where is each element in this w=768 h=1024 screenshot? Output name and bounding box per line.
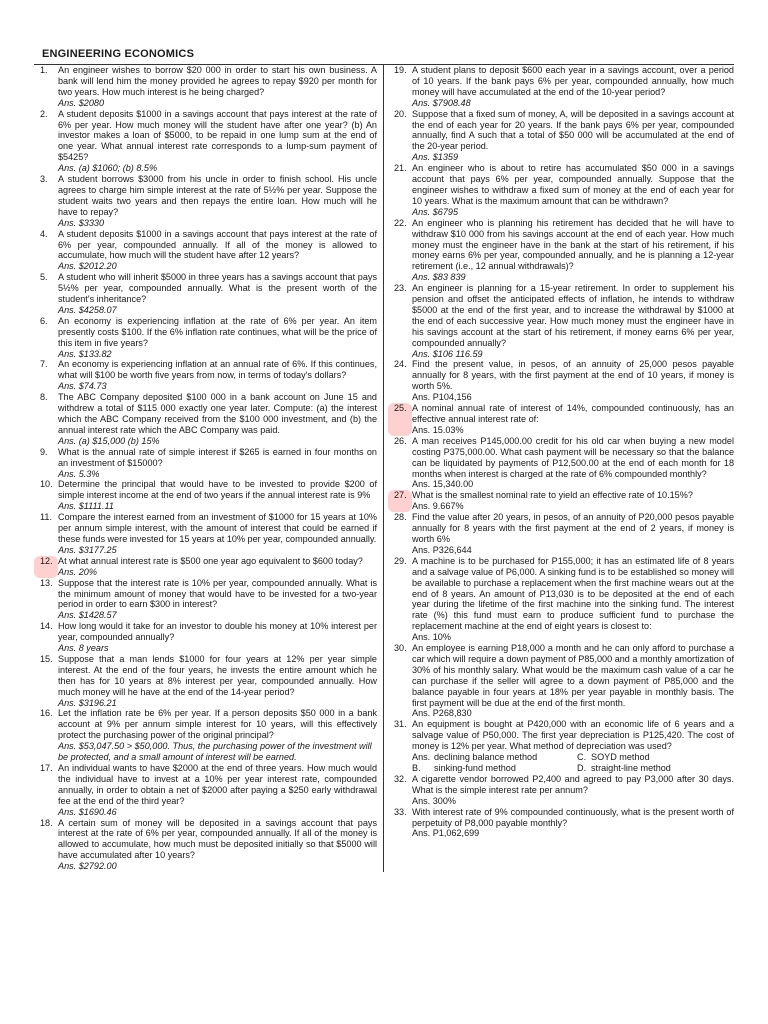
problem-question: Suppose that the interest rate is 10% per year, compounded annually. What is the minimum amount of money that would have to be invested for a two-year period in order to earn $300 in interest? [58, 577, 377, 610]
problem-item [34, 621, 377, 654]
problem-body [58, 578, 377, 622]
problem-answer: Ans. $83 839 [412, 272, 466, 283]
problem-item [34, 447, 377, 480]
problem-number: 31. [394, 719, 407, 730]
problem-question: Find the present value, in pesos, of an annuity of 25,000 pesos payable annually for 8 years, with the first payment at the end of 10 years, if money is worth 5%. [412, 359, 734, 392]
problem-answer: Ans. P268,830 [412, 708, 472, 719]
problem-answer: Ans. (a) $1060; (b) 8.5% [58, 163, 158, 174]
problem-question: A student deposits $1000 in a savings account that pays interest at the rate of 6% per year, compounded annually. If all of the money is allowed to accumulate, how much will the student have after 12 years? [58, 228, 377, 261]
problem-number: 26. [394, 435, 407, 446]
problem-body [412, 643, 734, 719]
problem-item [34, 512, 377, 556]
problem-question: Suppose that a man lends $1000 for four years at 12% per year simple interest. At the end of the four years, he invests the entire amount which he then has for 10 years at 8% interest per year, compounded annually. How much money will he have at the end of the 14-year period? [58, 653, 377, 697]
problem-body [412, 403, 734, 436]
problem-item [34, 578, 377, 622]
problem-body [412, 719, 734, 774]
problem-answer: Ans. $1690.46 [58, 806, 117, 817]
problem-body [412, 436, 734, 491]
problem-number: 29. [394, 555, 407, 566]
problem-body [58, 65, 377, 109]
problem-question: A certain sum of money will be deposited in a savings account that pays interest at the rate of 6% per year, compounded annually. If all of the money is allowed to accumulate, how much must be deposited initially so that $5000 will have accumulated after 10 years? [58, 817, 377, 861]
problem-number: 21. [394, 163, 407, 174]
problem-answer: Ans. P1,062,699 [412, 828, 480, 839]
problem-body [58, 392, 377, 447]
problem-answer: Ans. $3177.25 [58, 544, 117, 555]
problem-answer: Ans. 300% [412, 795, 456, 806]
problem-item [388, 719, 734, 774]
problem-body [58, 512, 377, 556]
problem-body [58, 621, 377, 654]
problem-question: Find the value after 20 years, in pesos, of an annuity of P20,000 pesos payable annually for 8 years with the first payment at the end of 2 years, if money is worth 6% [412, 512, 734, 544]
problem-item [388, 359, 734, 403]
problem-question: An engineer who is about to retire has accumulated $50 000 in a savings account that pays 6% per year, compounded annually. Suppose that the engineer wishes to withdraw a fixed sum of money at the end of each year for 10 years. What is the maximum amount that can be withdrawn? [412, 163, 734, 206]
problem-body [412, 283, 734, 359]
problem-number: 33. [394, 806, 407, 817]
problem-question: An individual wants to have $2000 at the end of three years. How much would the individual have to invest at a 10% per year interest rate, compounded annually, in order to obtain a net of $2000 after paying a $250 early withdrawal fee at the end of the third year? [58, 763, 377, 806]
option-letter: B. [412, 763, 421, 773]
problem-number: 14. [40, 621, 53, 632]
problem-item [34, 763, 377, 818]
problem-number: 7. [40, 359, 48, 370]
answer-options [412, 752, 734, 774]
problem-answer: Ans. $6795 [412, 206, 459, 217]
problem-number: 23. [394, 283, 407, 294]
problem-columns [34, 64, 734, 872]
problem-question: What is the smallest nominal rate to yield an effective rate of 10.15%? [412, 490, 693, 501]
problem-question: An engineer wishes to borrow $20 000 in order to start his own business. A bank will lend him the money provided he agrees to repay $920 per month for two years. How much interest is he being charged? [58, 65, 377, 97]
problem-number: 9. [40, 446, 48, 457]
problem-item [388, 403, 734, 436]
problem-answer: Ans. $2012.20 [58, 261, 117, 272]
problem-item [388, 643, 734, 719]
problem-item [34, 316, 377, 360]
problem-answer: Ans. $106 116.59 [412, 348, 483, 359]
problem-question: An economy is experiencing inflation at an annual rate of 6%. If this continues, what will $100 be worth five years from now, in terms of today's dollars? [58, 359, 377, 381]
problem-answer: Ans. $2080 [58, 97, 105, 108]
problem-body [58, 229, 377, 273]
option-text: declining balance method [434, 752, 538, 763]
problem-body [58, 763, 377, 818]
problem-answer: Ans. $1359 [412, 152, 459, 163]
problem-item [34, 359, 377, 392]
problem-body [412, 774, 734, 807]
problem-item [34, 818, 377, 873]
problem-item [34, 174, 377, 229]
problem-answer: Ans. 20% [58, 566, 97, 577]
problem-number: 24. [394, 359, 407, 370]
option-text: straight-line method [591, 763, 671, 773]
problem-body [58, 272, 377, 316]
problem-answer: Ans. $2792.00 [58, 861, 117, 872]
problem-item [34, 65, 377, 109]
problem-item [388, 490, 734, 512]
problem-answer: Ans. $53,047.50 > $50,000. Thus, the purchasing power of the investment will be protected, and a small amount of interest will be earned. [58, 741, 372, 763]
problem-number: 32. [394, 773, 407, 784]
problem-question: An engineer who is planning his retirement has decided that he will have to withdraw $10 000 from his savings account at the end of each year. How much money must the engineer have in the bank at the start of his retirement, if his money earns 6% per year, compounded annually, and he is planning a 12-year retirement (i.e., 12 annual withdrawals)? [412, 217, 734, 272]
problem-answer: Ans. 10% [412, 632, 451, 643]
problem-item [388, 163, 734, 218]
problem-answer: Ans. 15.03% [412, 424, 464, 435]
option-letter: D. [577, 763, 587, 773]
problem-body [58, 316, 377, 360]
problem-number: 18. [40, 817, 53, 828]
problem-body [412, 512, 734, 556]
problem-body [412, 65, 734, 109]
problem-answer: Ans. $74.73 [58, 381, 107, 392]
problem-answer: Ans. $3330 [58, 217, 105, 228]
problem-number: 5. [40, 272, 48, 283]
problem-question: A man receives P145,000.00 credit for his old car when buying a new model costing P375,000.00. What cash payment will be necessary so that the balance can be liquidated by payments of P12,500.00 at the end of each month for 18 months when interest is charged at the rate of 6% compounded monthly? [412, 435, 734, 479]
problem-number: 19. [394, 65, 407, 75]
option-text: SOYD method [591, 752, 650, 763]
problem-answer: Ans. P326,644 [412, 544, 472, 555]
problem-number: 12. [34, 556, 58, 578]
page-title: ENGINEERING ECONOMICS [42, 48, 195, 60]
problem-body [412, 109, 734, 164]
problem-number: 17. [40, 763, 53, 773]
problem-number: 2. [40, 108, 48, 119]
problem-number: 27. [388, 490, 412, 512]
problem-body [58, 818, 377, 873]
problem-question: An equipment is bought at P420,000 with an economic life of 6 years and a salvage value of P50,000. The first year depreciation is P125,420. The cost of money is 12% per year. What method of depreciation was used? [412, 719, 734, 752]
problem-item [34, 654, 377, 709]
problem-item [34, 109, 377, 174]
problem-item [34, 392, 377, 447]
problem-answer: Ans. P104,156 [412, 392, 472, 403]
problem-item [388, 556, 734, 643]
problem-question: Suppose that a fixed sum of money, A, will be deposited in a savings account at the end of each year for 20 years. If the bank pays 6% per year, compounded annually, find A such that a total of $50 000 will be accumulated at the end of the 20-year period. [412, 108, 734, 152]
problem-answer: Ans. (a) $15,000 (b) 15% [58, 435, 160, 446]
problem-question: Determine the principal that would have to be invested to provide $200 of simple interest income at the end of two years if the annual interest rate is 9% [58, 479, 377, 501]
problem-item [388, 283, 734, 359]
problem-question: The ABC Company deposited $100 000 in a bank account on June 15 and withdrew a total of $115 000 exactly one year later. Compute: (a) the interest which the ABC Company received from the $100 000 investment, and (b) the annual interest rate which the ABC Company was paid. [58, 392, 377, 435]
problem-number: 4. [40, 228, 48, 239]
problem-body [412, 218, 734, 283]
problem-item [34, 708, 377, 763]
problem-body [58, 109, 377, 174]
problem-question: A cigarette vendor borrowed P2,400 and agreed to pay P3,000 after 30 days. What is the simple interest rate per annum? [412, 773, 734, 795]
problem-number: 15. [40, 653, 53, 664]
problem-answer: Ans. 15,340.00 [412, 479, 474, 490]
problem-body [412, 490, 734, 512]
problem-question: Let the inflation rate be 6% per year. If a person deposits $50 000 in a bank account at 9% per annum simple interest for 10 years, will this effectively protect the purchasing power of the original principal? [58, 708, 377, 741]
problem-number: 20. [394, 108, 407, 119]
problem-item [34, 272, 377, 316]
problem-body [412, 163, 734, 218]
problem-question: A nominal annual rate of interest of 14%, compounded continuously, has an effective annual interest rate of: [412, 403, 734, 424]
problem-question: At what annual interest rate is $500 one year ago equivalent to $600 today? [58, 555, 363, 566]
problem-item [34, 479, 377, 512]
problem-answer: Ans. 5.3% [58, 468, 100, 479]
left-column [34, 65, 384, 872]
problem-answer: Ans. 8 years [58, 643, 109, 654]
problem-question: A student deposits $1000 in a savings account that pays interest at the rate of 6% per year. How much money will the student have after one year? (b) An investor makes a loan of $5000, to be repaid in one lump sum at the end of one year. What annual interest rate corresponds to a lump-sum payment of $5425? [58, 108, 377, 163]
problem-question: What is the annual rate of simple interest if $265 is earned in four months on an investment of $15000? [58, 446, 377, 468]
problem-question: A student who will inherit $5000 in three years has a savings account that pays 5½% per year, compounded annually. What is the present worth of the student's inheritance? [58, 272, 377, 305]
problem-body [58, 556, 377, 578]
problem-body [58, 447, 377, 480]
problem-body [58, 479, 377, 512]
problem-number: 28. [394, 512, 407, 523]
problem-number: 22. [394, 217, 407, 228]
problem-item [388, 218, 734, 283]
problem-body [412, 359, 734, 403]
problem-number: 8. [40, 392, 48, 403]
problem-question: Compare the interest earned from an investment of $1000 for 15 years at 10% per annum simple interest, with the amount of interest that could be earned if these funds were invested for 15 years at 10% per year, compounded annually. [58, 512, 377, 544]
problem-number: 13. [40, 577, 53, 588]
problem-answer: Ans. $1428.57 [58, 610, 117, 621]
problem-number: 1. [40, 65, 48, 75]
problem-question: A student borrows $3000 from his uncle in order to finish school. His uncle agrees to charge him simple interest at the rate of 5½% per year. Suppose the student waits two years and then repays the entire loan. How much will he have to repay? [58, 174, 377, 217]
problem-answer: Ans. $133.82 [58, 348, 112, 359]
problem-item [34, 556, 377, 578]
problem-number: 16. [40, 708, 53, 719]
problem-body [58, 708, 377, 763]
problem-body [58, 359, 377, 392]
problem-number: 3. [40, 174, 48, 185]
problem-answer: Ans. $4258.07 [58, 304, 117, 315]
problem-body [58, 174, 377, 229]
problem-item [34, 229, 377, 273]
problem-item [388, 65, 734, 109]
problem-question: How long would it take for an investor to double his money at 10% interest per year, compounded annually? [58, 621, 377, 643]
problem-item [388, 512, 734, 556]
problem-body [412, 556, 734, 643]
problem-answer: Ans. $3196.21 [58, 697, 117, 708]
right-column [384, 65, 734, 872]
problem-answer: Ans. $7908.48 [412, 97, 471, 108]
problem-answer: Ans. $1111.11 [58, 501, 114, 512]
option-text: sinking-fund method [434, 763, 516, 773]
option-letter: C. [577, 752, 587, 763]
problem-question: An economy is experiencing inflation at the rate of 6% per year. An item presently costs $100. If the 6% inflation rate continues, what will be the price of this item in five years? [58, 315, 377, 348]
problem-body [412, 807, 734, 840]
problem-item [388, 109, 734, 164]
problem-number: 10. [40, 479, 53, 490]
problem-question: A machine is to be purchased for P155,000; it has an estimated life of 8 years and a salvage value of P6,000. A sinking fund is to be established so money will be available to purchase a replacement when the first machine wears out at the end of 8 years. An amount of P13,030 is to be deposited at the end of each year during the lifetime of the first machine into the sinking fund. The interest rate (%) this fund must earn to produce sufficient fund to purchase the replacement machine at the end of eight years is closest to: [412, 555, 734, 632]
option-letter: Ans. [412, 752, 431, 763]
problem-item [388, 807, 734, 840]
problem-answer: Ans. 9.667% [412, 501, 464, 512]
problem-question: An engineer is planning for a 15-year retirement. In order to supplement his pension and offset the anticipated effects of inflation, he intends to withdraw $5000 at the end of the first year, and to increase the withdrawal by $1000 at the end of each successive year. How much money must the engineer have in his savings account at the start of his retirement, if money earns 6% per year, compounded annually? [412, 283, 734, 348]
problem-number: 25. [388, 403, 412, 436]
problem-body [58, 654, 377, 709]
problem-question: An employee is earning P18,000 a month and he can only afford to purchase a car which will require a down payment of P85,000 and a monthly amortization of 30% of his monthly salary. What would be the maximum cash value of a car he can purchase if the seller will agree to a down payment of P85,000 and the balance payable in four years at 18% per year payable in monthly basis. The first payment will be due at the end of the first month. [412, 643, 734, 708]
problem-item [388, 436, 734, 491]
problem-number: 6. [40, 315, 48, 326]
problem-number: 30. [394, 643, 407, 654]
problem-question: With interest rate of 9% compounded continuously, what is the present worth of perpetuity of P8,000 payable monthly? [412, 806, 734, 828]
problem-question: A student plans to deposit $600 each year in a savings account, over a period of 10 years. If the bank pays 6% per year, compounded annually, how much money will have accumulated at the end of the 10-year period? [412, 65, 734, 97]
problem-item [388, 774, 734, 807]
problem-number: 11. [40, 512, 52, 523]
